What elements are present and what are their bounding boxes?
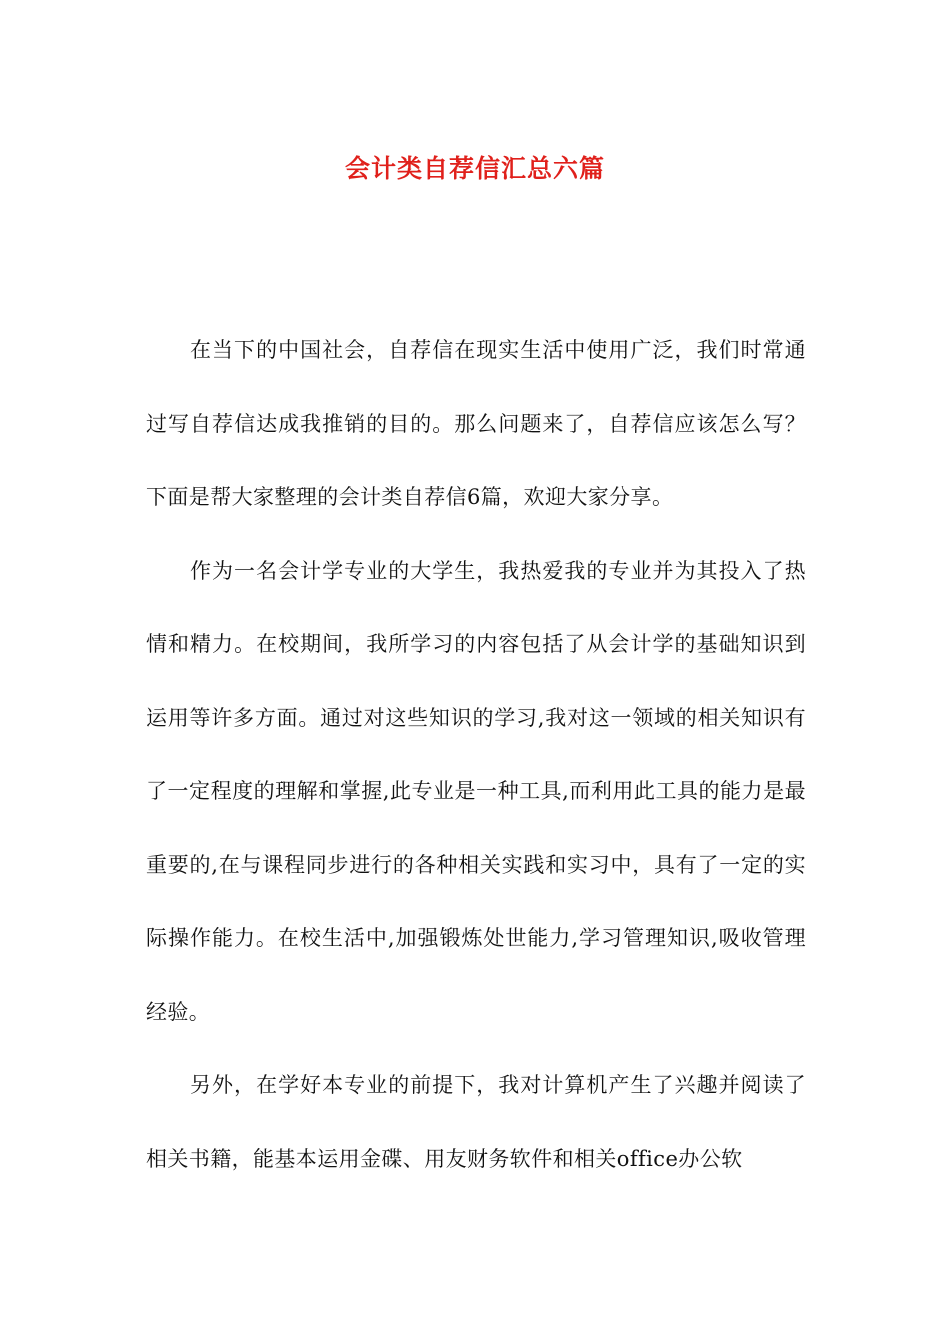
paragraph-intro: 在当下的中国社会，自荐信在现实生活中使用广泛，我们时常通过写自荐信达成我推销的目的。那么问题来了，自荐信应该怎么写？下面是帮大家整理的会计类自荐信6篇，欢迎大家分享。 — [146, 338, 806, 509]
document-body — [146, 314, 806, 1196]
paragraph-study: 作为一名会计学专业的大学生，我热爱我的专业并为其投入了热情和精力。在校期间，我所学习的内容包括了从会计学的基础知识到运用等许多方面。通过对这些知识的学习,我对这一领域的相关知识有了一定程度的理解和掌握,此专业是一种工具,而利用此工具的能力是最重要的,在与课程同步进行的各种相关实践和实习中，具有了一定的实际操作能力。在校生活中,加强锻炼处世能力,学习管理知识,吸收管理经验。 — [146, 558, 806, 1024]
document-title: 会计类自荐信汇总六篇 — [344, 153, 605, 183]
paragraph-computer-skills: 另外，在学好本专业的前提下，我对计算机产生了兴趣并阅读了相关书籍，能基本运用金碟、用友财务软件和相关office办公软 — [146, 1073, 806, 1171]
